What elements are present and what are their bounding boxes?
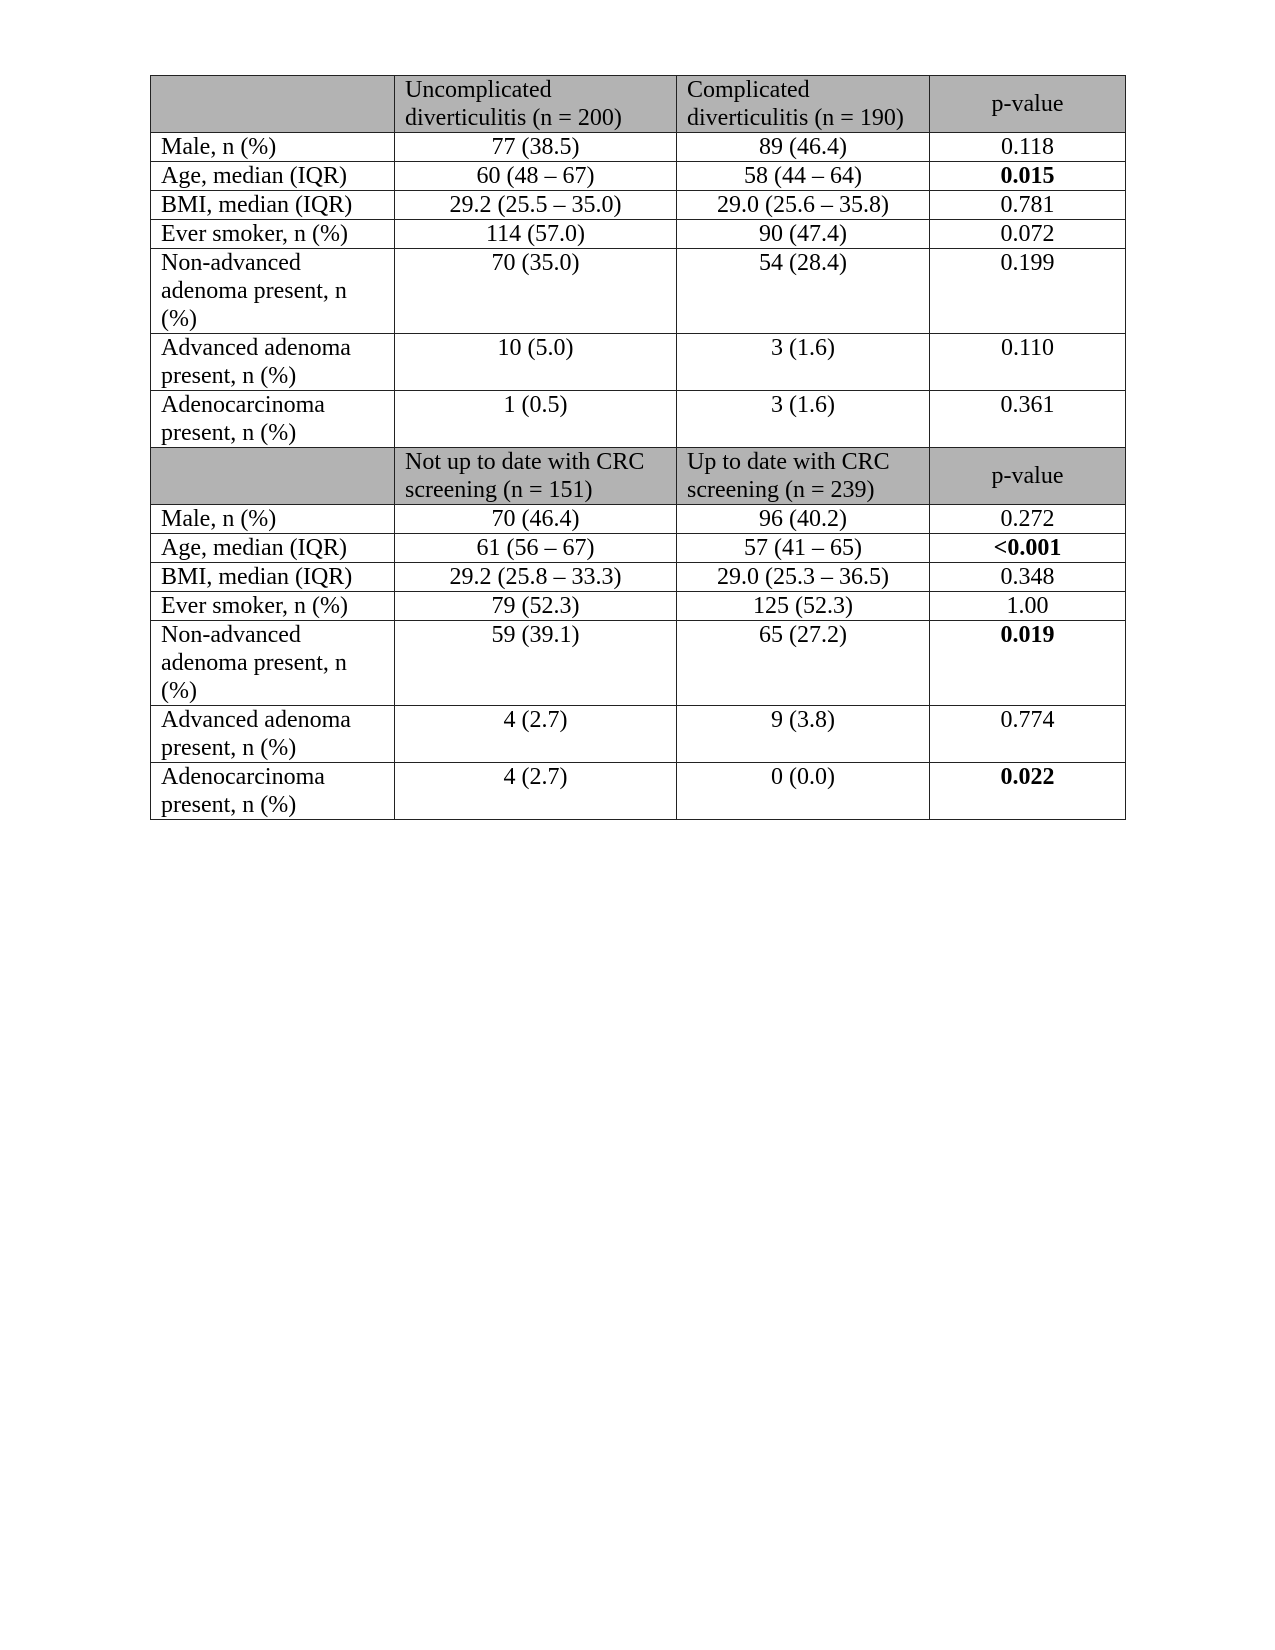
table-row xyxy=(151,534,1126,563)
group-b-value: 3 (1.6) xyxy=(677,334,930,391)
group-a-value: 77 (38.5) xyxy=(395,133,677,162)
group-a-value: 114 (57.0) xyxy=(395,220,677,249)
table-row xyxy=(151,191,1126,220)
group-b-value: 65 (27.2) xyxy=(677,621,930,706)
table-body xyxy=(151,76,1126,820)
header-cell xyxy=(151,448,395,505)
row-label: Age, median (IQR) xyxy=(151,534,395,563)
table-row xyxy=(151,133,1126,162)
group-b-value: 54 (28.4) xyxy=(677,249,930,334)
group-b-value: 29.0 (25.6 – 35.8) xyxy=(677,191,930,220)
row-label: Male, n (%) xyxy=(151,505,395,534)
group-b-value: 9 (3.8) xyxy=(677,706,930,763)
p-value-cell: 1.00 xyxy=(930,592,1126,621)
table-row xyxy=(151,592,1126,621)
header-p-value: p-value xyxy=(930,448,1126,505)
group-a-value: 59 (39.1) xyxy=(395,621,677,706)
group-b-value: 96 (40.2) xyxy=(677,505,930,534)
row-label: Adenocarcinoma present, n (%) xyxy=(151,763,395,820)
header-cell: Not up to date with CRC screening (n = 151) xyxy=(395,448,677,505)
row-label: Advanced adenoma present, n (%) xyxy=(151,706,395,763)
header-cell: Up to date with CRC screening (n = 239) xyxy=(677,448,930,505)
p-value-cell: 0.110 xyxy=(930,334,1126,391)
p-value-cell: 0.019 xyxy=(930,621,1126,706)
p-value-cell: 0.774 xyxy=(930,706,1126,763)
group-a-value: 29.2 (25.5 – 35.0) xyxy=(395,191,677,220)
group-b-value: 89 (46.4) xyxy=(677,133,930,162)
header-cell xyxy=(151,76,395,133)
table-row xyxy=(151,249,1126,334)
table-row xyxy=(151,391,1126,448)
p-value-cell: 0.022 xyxy=(930,763,1126,820)
table-row xyxy=(151,334,1126,391)
group-a-value: 60 (48 – 67) xyxy=(395,162,677,191)
group-b-value: 58 (44 – 64) xyxy=(677,162,930,191)
p-value-cell: 0.072 xyxy=(930,220,1126,249)
section-header-row xyxy=(151,76,1126,133)
header-cell: Uncomplicated diverticulitis (n = 200) xyxy=(395,76,677,133)
group-b-value: 57 (41 – 65) xyxy=(677,534,930,563)
row-label: BMI, median (IQR) xyxy=(151,191,395,220)
p-value-cell: 0.118 xyxy=(930,133,1126,162)
group-b-value: 29.0 (25.3 – 36.5) xyxy=(677,563,930,592)
table-row xyxy=(151,505,1126,534)
row-label: Advanced adenoma present, n (%) xyxy=(151,334,395,391)
group-b-value: 0 (0.0) xyxy=(677,763,930,820)
group-a-value: 79 (52.3) xyxy=(395,592,677,621)
row-label: Non-advanced adenoma present, n (%) xyxy=(151,249,395,334)
group-b-value: 3 (1.6) xyxy=(677,391,930,448)
group-a-value: 1 (0.5) xyxy=(395,391,677,448)
row-label: Non-advanced adenoma present, n (%) xyxy=(151,621,395,706)
group-a-value: 4 (2.7) xyxy=(395,763,677,820)
section-header-row xyxy=(151,448,1126,505)
table-row xyxy=(151,162,1126,191)
comparison-table xyxy=(150,75,1126,820)
p-value-cell: 0.361 xyxy=(930,391,1126,448)
row-label: BMI, median (IQR) xyxy=(151,563,395,592)
group-a-value: 4 (2.7) xyxy=(395,706,677,763)
p-value-cell: 0.272 xyxy=(930,505,1126,534)
header-cell: Complicated diverticulitis (n = 190) xyxy=(677,76,930,133)
table-row xyxy=(151,763,1126,820)
table-row xyxy=(151,563,1126,592)
group-a-value: 70 (35.0) xyxy=(395,249,677,334)
p-value-cell: 0.015 xyxy=(930,162,1126,191)
group-a-value: 70 (46.4) xyxy=(395,505,677,534)
table-row xyxy=(151,220,1126,249)
row-label: Adenocarcinoma present, n (%) xyxy=(151,391,395,448)
row-label: Age, median (IQR) xyxy=(151,162,395,191)
p-value-cell: <0.001 xyxy=(930,534,1126,563)
group-a-value: 61 (56 – 67) xyxy=(395,534,677,563)
table-row xyxy=(151,621,1126,706)
p-value-cell: 0.199 xyxy=(930,249,1126,334)
table-row xyxy=(151,706,1126,763)
group-b-value: 125 (52.3) xyxy=(677,592,930,621)
group-a-value: 29.2 (25.8 – 33.3) xyxy=(395,563,677,592)
p-value-cell: 0.348 xyxy=(930,563,1126,592)
p-value-cell: 0.781 xyxy=(930,191,1126,220)
group-a-value: 10 (5.0) xyxy=(395,334,677,391)
header-p-value: p-value xyxy=(930,76,1126,133)
group-b-value: 90 (47.4) xyxy=(677,220,930,249)
row-label: Male, n (%) xyxy=(151,133,395,162)
row-label: Ever smoker, n (%) xyxy=(151,220,395,249)
row-label: Ever smoker, n (%) xyxy=(151,592,395,621)
